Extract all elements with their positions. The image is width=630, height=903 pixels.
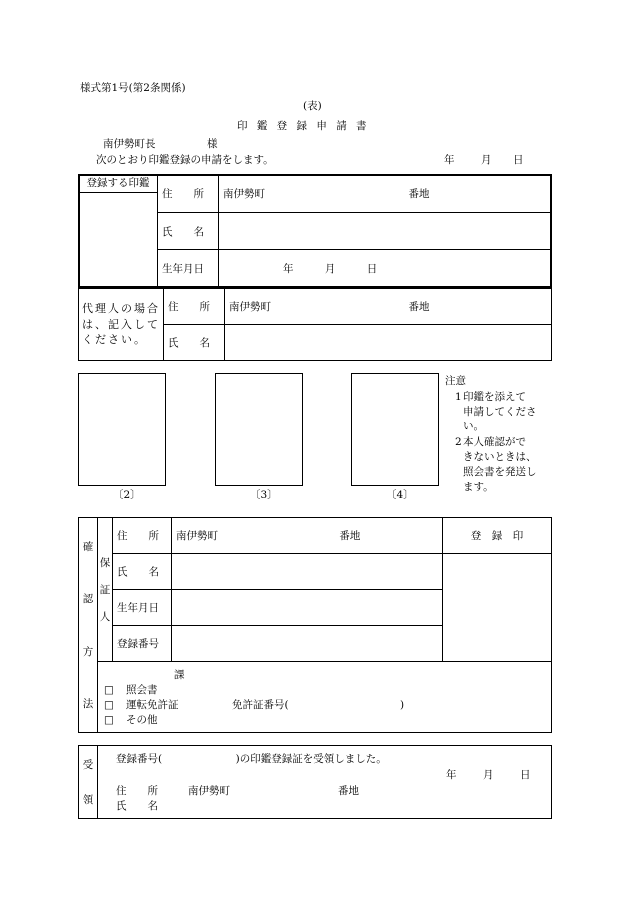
seal-box-2[interactable] xyxy=(78,373,166,486)
agent-table xyxy=(78,288,552,361)
dob-day: 日 xyxy=(366,263,378,275)
option-inquiry: 照会書 xyxy=(126,684,158,696)
note-1-number: 1 xyxy=(455,391,462,403)
name-field[interactable] xyxy=(219,213,552,250)
id-options-cell xyxy=(98,662,552,733)
seal-box-3[interactable] xyxy=(215,373,303,486)
guarantor-char-2: 証 xyxy=(99,583,111,596)
date-year: 年 xyxy=(444,154,455,166)
seal-box-2-label: 〔2〕 xyxy=(113,489,141,501)
guarantor-char-3: 人 xyxy=(99,610,111,623)
receipt-name-label: 氏 名 xyxy=(116,800,158,812)
note-2-line-3: 照会書を発送し xyxy=(463,466,537,478)
receipt-char-2: 領 xyxy=(82,794,94,806)
agent-address-field[interactable] xyxy=(225,289,552,325)
method-char-1: 確 xyxy=(82,540,94,553)
registered-seal-field[interactable] xyxy=(443,554,552,662)
method-char-2: 認 xyxy=(82,593,94,606)
notes-title: 注意 xyxy=(445,375,466,387)
address-label: 住 所 xyxy=(158,175,219,213)
guarantor-reg-field[interactable] xyxy=(172,626,443,662)
guarantor-dob-label: 生年月日 xyxy=(113,590,172,626)
checkbox-license[interactable]: □ xyxy=(104,699,114,711)
page-title: 印 鑑 登 録 申 請 書 xyxy=(237,120,370,132)
method-char-3: 方 xyxy=(82,645,94,658)
guarantor-char-1: 保 xyxy=(99,557,111,570)
address-field[interactable] xyxy=(219,175,552,213)
receipt-text: 登録番号( )の印鑑登録証を受領しました。 xyxy=(116,753,387,765)
form-number: 様式第1号(第2条関係) xyxy=(80,82,186,94)
seal-box-3-label: 〔3〕 xyxy=(250,489,278,501)
guarantor-address-field[interactable] xyxy=(172,518,443,554)
guarantor-address-label: 住 所 xyxy=(113,518,172,554)
guarantor-name-label: 氏 名 xyxy=(113,554,172,590)
method-char-4: 法 xyxy=(82,698,94,711)
date-day: 日 xyxy=(513,154,524,166)
agent-name-label: 氏 名 xyxy=(164,325,225,361)
receipt-column xyxy=(79,746,98,819)
seal-box-4[interactable] xyxy=(351,373,439,486)
side-label: (表) xyxy=(303,100,322,112)
agent-name-field[interactable] xyxy=(225,325,552,361)
seal-label: 登録する印鑑 xyxy=(79,175,157,193)
dob-field[interactable] xyxy=(219,250,552,288)
agent-address-town: 南伊勢町 xyxy=(229,301,271,313)
receipt-banchi: 番地 xyxy=(338,785,359,797)
license-number-label: 免許証番号( xyxy=(232,699,289,711)
agent-address-banchi: 番地 xyxy=(408,301,430,313)
guarantor-reg-label: 登録番号 xyxy=(113,626,172,662)
verification-table xyxy=(78,517,552,733)
agent-note: 代理人の場合は、記入してください。 xyxy=(79,289,164,361)
guarantor-town: 南伊勢町 xyxy=(176,530,218,542)
honorific: 様 xyxy=(207,138,218,150)
method-column xyxy=(79,518,98,733)
note-2-line-4: ます。 xyxy=(463,481,494,493)
receipt-table xyxy=(78,745,552,819)
note-1-line-1: 印鑑を添えて xyxy=(463,391,526,403)
note-2-line-2: きないときは、 xyxy=(463,451,537,463)
receipt-year: 年 xyxy=(446,769,457,781)
name-label: 氏 名 xyxy=(158,213,219,250)
seal-box-4-label: 〔4〕 xyxy=(386,489,414,501)
receipt-char-1: 受 xyxy=(82,759,94,771)
guarantor-banchi: 番地 xyxy=(339,530,361,542)
receipt-month: 月 xyxy=(483,769,494,781)
option-license: 運転免許証 xyxy=(126,699,179,711)
addressee: 南伊勢町長 xyxy=(103,138,156,150)
checkbox-inquiry[interactable]: □ xyxy=(104,684,114,696)
dob-label: 生年月日 xyxy=(158,250,219,288)
address-town: 南伊勢町 xyxy=(223,188,265,200)
agent-address-label: 住 所 xyxy=(164,289,225,325)
intro-text: 次のとおり印鑑登録の申請をします。 xyxy=(96,154,274,166)
section-ka: 課 xyxy=(174,669,185,681)
checkbox-other[interactable]: □ xyxy=(104,714,114,726)
receipt-body xyxy=(98,746,552,819)
dob-month: 月 xyxy=(324,263,336,275)
receipt-day: 日 xyxy=(520,769,531,781)
license-number-close: ) xyxy=(400,699,405,711)
address-banchi: 番地 xyxy=(408,188,430,200)
note-1-line-2: 申請してくださ xyxy=(463,406,537,418)
note-1-line-3: い。 xyxy=(463,420,484,432)
guarantor-column xyxy=(98,518,113,662)
applicant-table xyxy=(78,174,552,288)
note-2-number: 2 xyxy=(455,436,462,448)
option-other: その他 xyxy=(126,714,158,726)
dob-year: 年 xyxy=(283,263,294,275)
guarantor-name-field[interactable] xyxy=(172,554,443,590)
guarantor-dob-field[interactable] xyxy=(172,590,443,626)
date-month: 月 xyxy=(481,154,492,166)
receipt-town: 南伊勢町 xyxy=(188,785,230,797)
seal-cell xyxy=(79,175,158,288)
note-2-line-1: 本人確認がで xyxy=(463,436,526,448)
receipt-address-label: 住 所 xyxy=(116,785,158,797)
seal-header: 登 録 印 xyxy=(443,518,552,554)
